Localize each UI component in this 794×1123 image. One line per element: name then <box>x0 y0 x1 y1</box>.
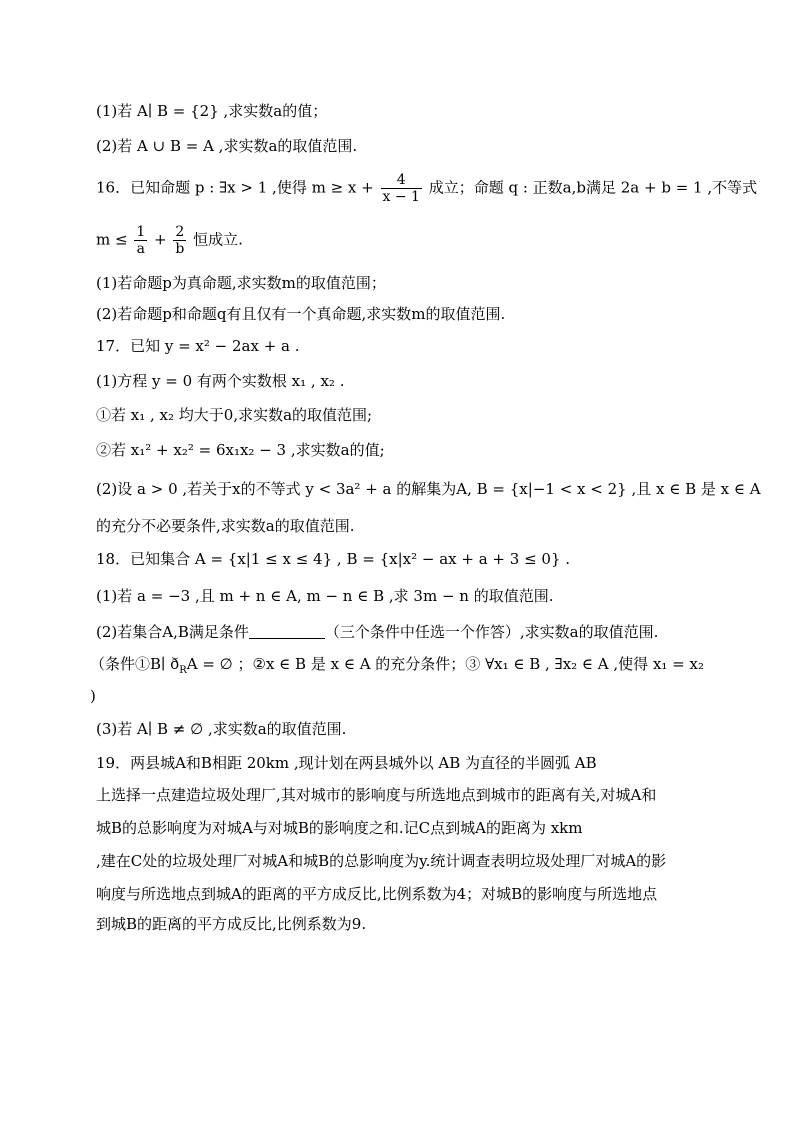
q16-frac-den: x − 1 <box>382 189 420 205</box>
q17-part2-line1: (2)设 a > 0 ,若关于x的不等式 y < 3a² + a 的解集为A, B = {x|−1 < x < 2} ,且 x ∈ B 是 x ∈ A <box>96 480 761 498</box>
q18-part2-post: （三个条件中任选一个作答）,求实数a的取值范围. <box>324 623 659 641</box>
q15-part2: (2)若 A ∪ B = A ,求实数a的取值范围. <box>96 137 358 155</box>
q18-cond-rest: A = ∅ ；②x ∈ B 是 x ∈ A 的充分条件；③ ∀x₁ ∈ B , ∃x₂ ∈ A ,使得 x₁ = x₂ <box>186 655 704 673</box>
q18-cond-sub: R <box>179 665 187 676</box>
q16-frac2-den: b <box>175 241 185 257</box>
q16-frac1-num: 1 <box>136 224 146 240</box>
q16-fraction <box>381 172 422 205</box>
q19-line2: 上选择一点建造垃圾处理厂,其对城市的影响度与所选地点到城市的距离有关,对城A和 <box>96 786 657 804</box>
q17-case1: ①若 x₁ , x₂ 均大于0,求实数a的取值范围; <box>96 406 373 424</box>
q16-stem-pre: 16．已知命题 p : ∃x > 1 ,使得 m ≥ x + <box>96 178 379 197</box>
q16-ineq-pre: m ≤ <box>96 230 133 249</box>
q19-line4: ,建在C处的垃圾处理厂对城A和城B的总影响度为y.统计调查表明垃圾处理厂对城A的影 <box>96 852 667 870</box>
q16-part1: (1)若命题p为真命题,求实数m的取值范围； <box>96 274 386 292</box>
q16-fraction-1 <box>134 224 147 257</box>
q18-part2-pre: (2)若集合A,B满足条件 <box>96 623 249 641</box>
q16-frac1-den: a <box>136 241 145 257</box>
q17-part2-line2: 的充分不必要条件,求实数a的取值范围. <box>96 517 355 535</box>
q16-plus: + <box>149 230 172 249</box>
q18-part1: (1)若 a = −3 ,且 m + n ∈ A, m − n ∈ B ,求 3m − n 的取值范围. <box>96 587 554 605</box>
q16-stem-line1 <box>96 172 758 205</box>
q16-fraction-2 <box>173 224 186 257</box>
q16-stem-line2 <box>96 224 716 257</box>
q16-part2: (2)若命题p和命题q有且仅有一个真命题,求实数m的取值范围. <box>96 305 506 323</box>
q19-line6: 到城B的距离的平方成反比,比例系数为9. <box>96 915 367 933</box>
q17-part1: (1)方程 y = 0 有两个实数根 x₁ , x₂ . <box>96 372 345 390</box>
q18-answer-blank <box>249 624 325 639</box>
q18-conditions <box>90 654 710 681</box>
q19-line1: 19．两县城A和B相距 20km ,现计划在两县城外以 AB 为直径的半圆弧 AB <box>96 754 597 772</box>
q15-part1: (1)若 A∣ B = {2} ,求实数a的值； <box>96 102 328 120</box>
q19-line5: 响度与所选地点到城A的距离的平方成反比,比例系数为4；对城B的影响度与所选地点 <box>96 885 658 903</box>
q18-part3: (3)若 A∣ B ≠ ∅ ,求实数a的取值范围. <box>96 720 347 738</box>
q18-part2 <box>96 622 716 642</box>
q18-cond-start: （条件①B∣ ð <box>90 655 180 673</box>
q17-stem: 17．已知 y = x² − 2ax + a . <box>96 337 300 355</box>
q16-stem-post: 成立；命题 q : 正数a,b满足 2a + b = 1 ,不等式 <box>423 178 758 197</box>
q18-stem: 18．已知集合 A = {x|1 ≤ x ≤ 4} , B = {x|x² − ax + a + 3 ≤ 0} . <box>96 550 571 568</box>
q16-ineq-post: 恒成立. <box>188 230 243 249</box>
q18-conditions-close: ) <box>90 687 96 705</box>
q16-frac-num: 4 <box>381 172 422 189</box>
q16-frac2-num: 2 <box>173 224 186 241</box>
q17-case2: ②若 x₁² + x₂² = 6x₁x₂ − 3 ,求实数a的值; <box>96 441 385 459</box>
q19-line3: 城B的总影响度为对城A与对城B的影响度之和.记C点到城A的距离为 xkm <box>96 819 583 837</box>
